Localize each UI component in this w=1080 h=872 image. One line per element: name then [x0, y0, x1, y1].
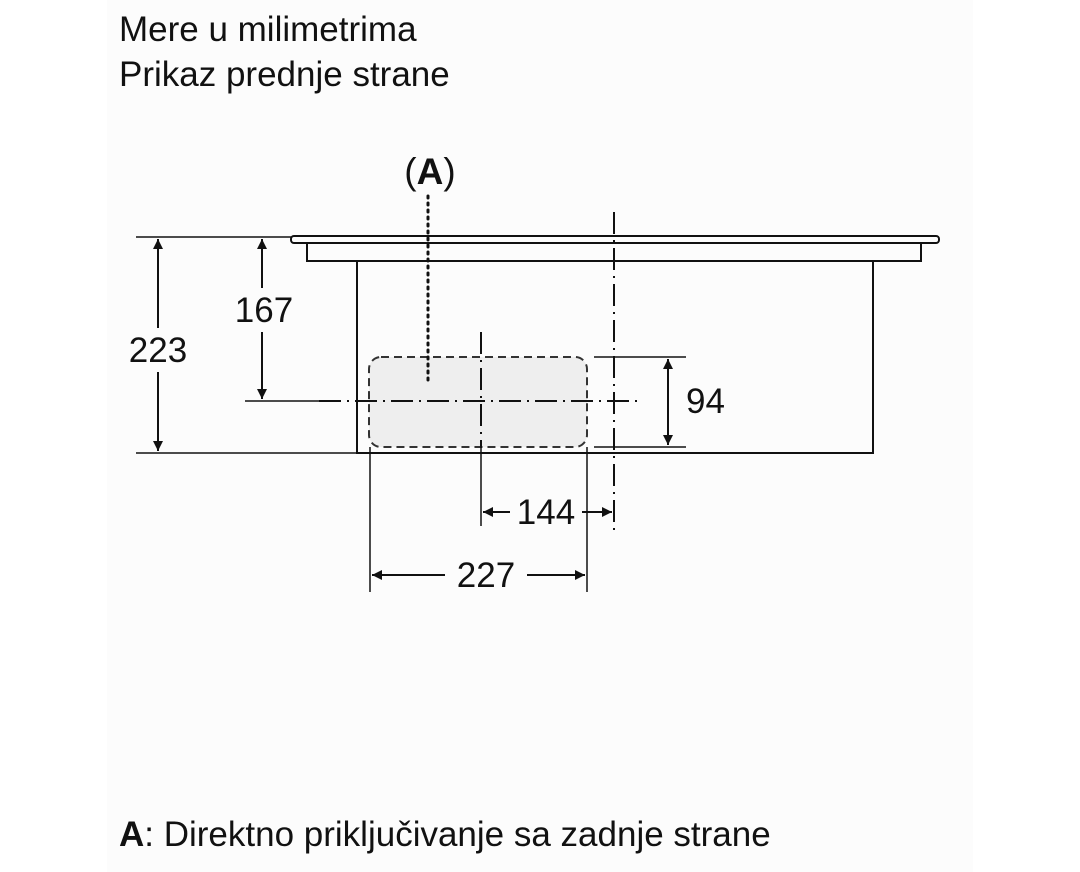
legend — [119, 817, 771, 852]
dimension-167-label: 167 — [234, 291, 294, 330]
legend-text: : Direktno priključivanje sa zadnje strane — [144, 815, 771, 854]
dimension-94-label: 94 — [686, 382, 725, 421]
dimension-223-label: 223 — [128, 331, 188, 370]
dimension-144-label: 144 — [516, 493, 576, 532]
units-note: Mere u milimetrima — [119, 10, 417, 49]
view-title: Prikaz prednje strane — [119, 55, 450, 94]
dimension-227-label: 227 — [456, 556, 516, 595]
callout-label: (A) — [404, 151, 456, 192]
legend-key: A — [119, 815, 145, 854]
